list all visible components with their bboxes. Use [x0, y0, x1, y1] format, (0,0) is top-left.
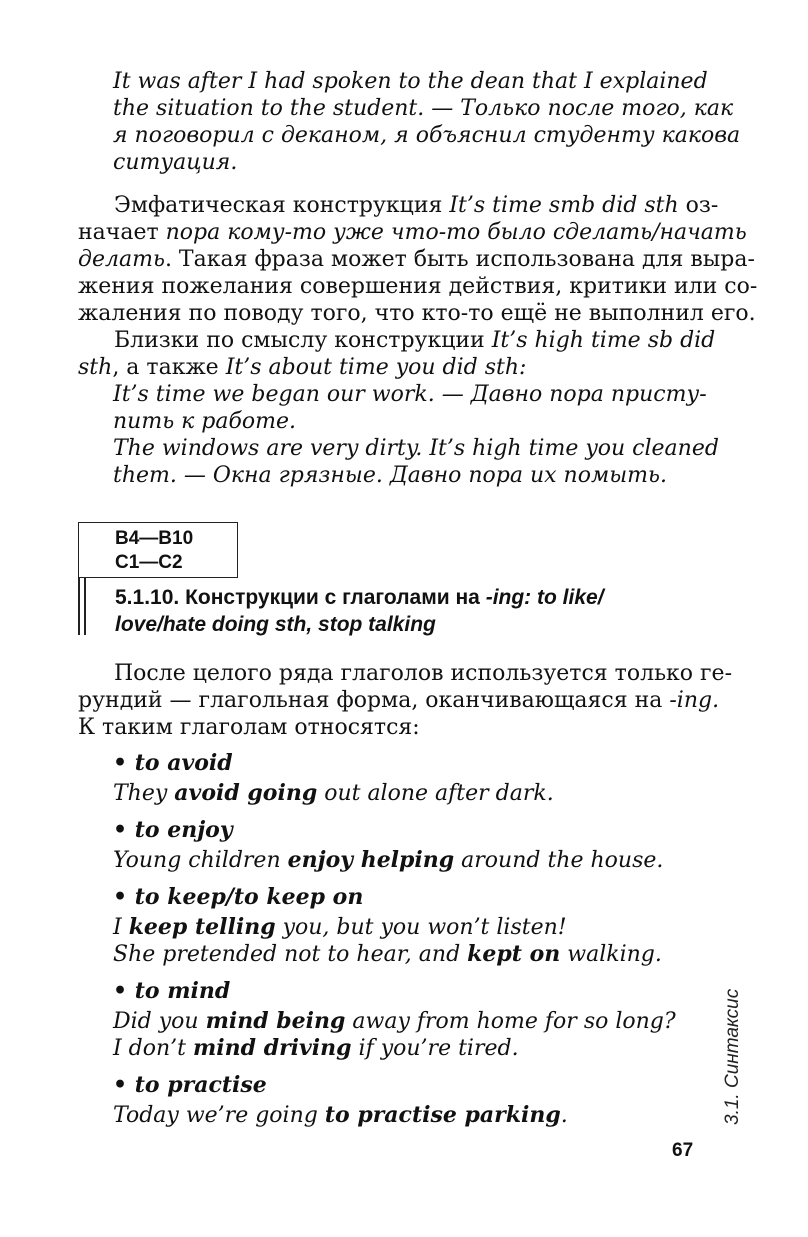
- level-tag: [115, 527, 193, 575]
- examples-time: [113, 381, 719, 489]
- verb-title: • to enjoy: [113, 817, 233, 843]
- verb-example: Young children enjoy helping around the house.: [113, 847, 664, 873]
- paragraph-line: делать. Такая фраза может быть использована для выра-: [78, 247, 755, 272]
- paragraph-close-meaning: [78, 327, 716, 381]
- example-line: It’s time we began our work. — Давно пора присту-: [113, 382, 707, 407]
- paragraph-gerund: [78, 660, 733, 741]
- verb-title: • to mind: [113, 978, 231, 1004]
- paragraph-line: После целого ряда глаголов используется только ге-: [114, 661, 733, 686]
- paragraph-line: жения пожелания совершения действия, критики или со-: [78, 274, 758, 299]
- verb-item-practise: [113, 1072, 703, 1129]
- paragraph-line: начает пора кому-то уже что-то было сделать/начать: [78, 220, 747, 245]
- verb-item-mind: [113, 978, 703, 1062]
- example-line: them. — Окна грязные. Давно пора их помыть.: [113, 463, 667, 488]
- section-number: 5.1.10.: [115, 586, 180, 609]
- section-rule-left: [78, 578, 80, 635]
- example-top: [113, 68, 741, 176]
- section-heading: 5.1.10. Конструкции с глаголами на -ing: to like/ love/hate doing sth, stop talking: [115, 586, 604, 636]
- example-top-line-1: It was after I had spoken to the dean that I explained: [113, 69, 708, 94]
- paragraph-line: К таким глаголам относятся:: [78, 715, 420, 740]
- verb-example: They avoid going out alone after dark.: [113, 780, 554, 806]
- chapter-side-label: 3.1. Синтаксис: [722, 988, 743, 1125]
- level-tag-c: C1—C2: [115, 552, 183, 573]
- verb-item-keep: [113, 884, 703, 968]
- verb-title: • to practise: [113, 1072, 267, 1098]
- paragraph-line: жаления по поводу того, что кто-то ещё не выполнил его.: [78, 301, 756, 326]
- example-line: пить к работе.: [113, 409, 297, 434]
- verb-example: Did you mind being away from home for so long?: [113, 1008, 676, 1034]
- paragraph-line: Близки по смыслу конструкции It’s high time sb did: [114, 328, 716, 353]
- paragraph-line: рундий — глагольная форма, оканчивающаяся на -ing.: [78, 688, 720, 713]
- verb-title: • to avoid: [113, 750, 233, 776]
- verb-example: I keep telling you, but you won’t listen!: [113, 914, 567, 940]
- verb-example: She pretended not to hear, and kept on walking.: [113, 941, 662, 967]
- verb-list: [113, 750, 703, 1129]
- paragraph-line: Эмфатическая конструкция It’s time smb did sth оз-: [114, 193, 719, 218]
- level-tag-b: B4—B10: [115, 528, 194, 549]
- paragraph-emphatic: [78, 192, 758, 327]
- verb-example: I don’t mind driving if you’re tired.: [113, 1035, 519, 1061]
- paragraph-line: sth, а также It’s about time you did sth:: [78, 355, 527, 380]
- page-number: 67: [672, 1140, 694, 1161]
- verb-title: • to keep/to keep on: [113, 884, 364, 910]
- example-line: The windows are very dirty. It’s high time you cleaned: [113, 436, 719, 461]
- example-top-line-2: the situation to the student. — Только после того, как: [113, 96, 734, 121]
- verb-item-enjoy: [113, 817, 703, 874]
- section-rule-right: [84, 578, 86, 635]
- example-top-line-4: ситуация.: [113, 150, 238, 175]
- example-top-line-3: я поговорил с деканом, я объяснил студенту какова: [113, 123, 741, 148]
- verb-example: Today we’re going to practise parking.: [113, 1102, 568, 1128]
- verb-item-avoid: [113, 750, 703, 807]
